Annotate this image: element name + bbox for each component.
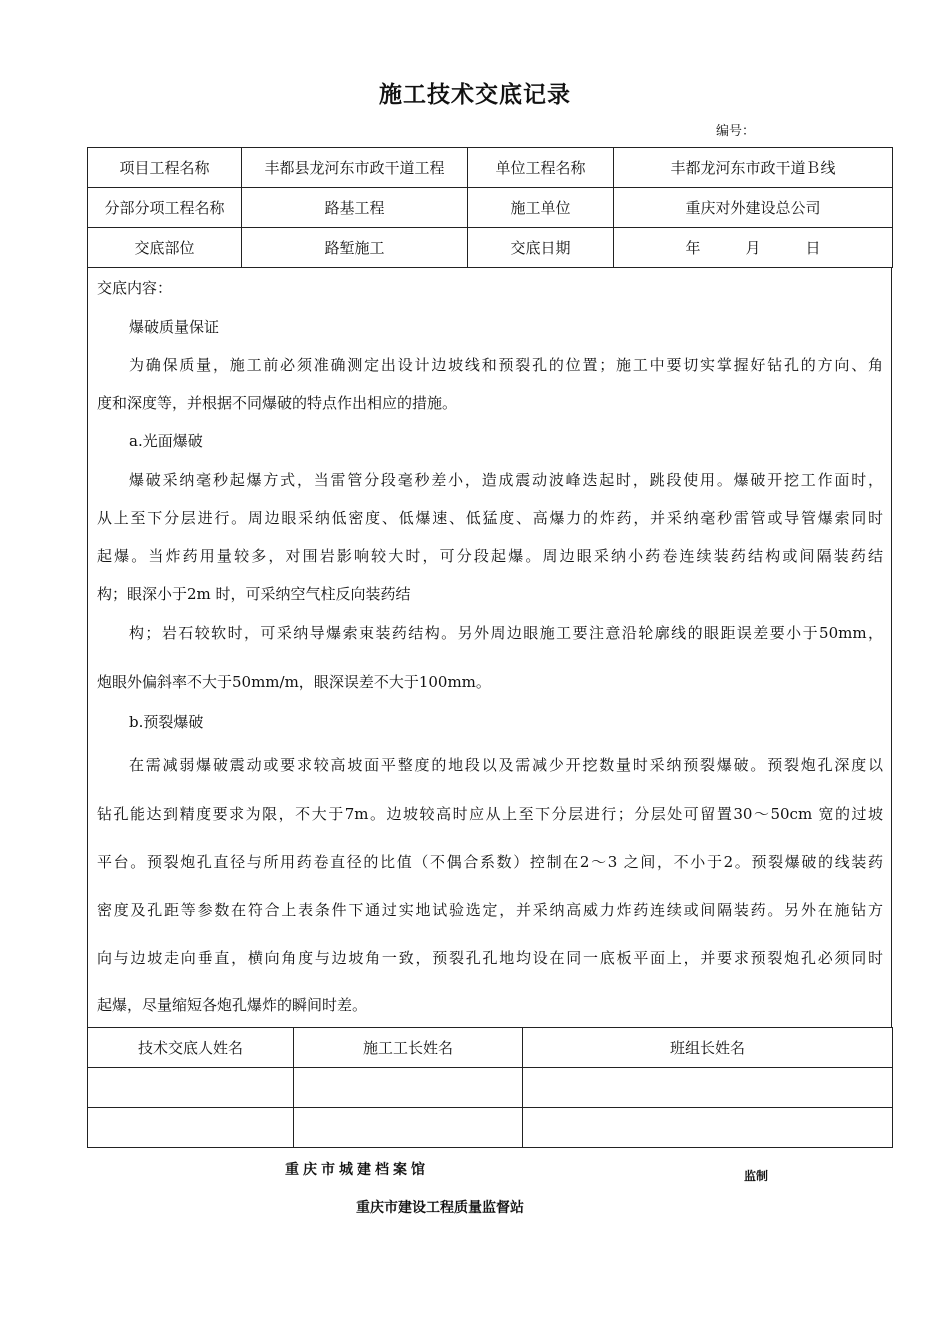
content-line: 构；眼深小于2m 时，可采纳空气柱反向装药结: [97, 585, 411, 603]
signature-cell: [294, 1108, 523, 1148]
unit-project-value: 丰都龙河东市政干道Ｂ线: [614, 148, 893, 188]
handover-content: [87, 267, 892, 1027]
signature-cell: [294, 1068, 523, 1108]
handover-date-label: 交底日期: [468, 228, 614, 268]
signature-cell: [523, 1068, 893, 1108]
content-line: 平台。预裂炮孔直径与所用药卷直径的比值（不偶合系数）控制在2～3 之间，不小于2。预裂爆破的线装药: [97, 853, 883, 871]
contractor-value: 重庆对外建设总公司: [614, 188, 893, 228]
subproject-label: 分部分项工程名称: [88, 188, 242, 228]
content-line: 密度及孔距等参数在符合上表条件下通过实地试验选定，并采纳高威力炸药连续或间隔装药。另外在施钻方: [97, 901, 883, 919]
content-line: 向与边坡走向垂直，横向角度与边坡角一致，预裂孔孔地均设在同一底板平面上，并要求预裂炮孔必须同时: [97, 949, 883, 967]
content-line: 度和深度等，并根据不同爆破的特点作出相应的措施。: [97, 394, 458, 412]
team-leader-name-header: 班组长姓名: [523, 1028, 893, 1068]
table-row: [88, 148, 893, 188]
foreman-name-header: 施工工长姓名: [294, 1028, 523, 1068]
signature-cell: [88, 1068, 294, 1108]
handover-location-value: 路堑施工: [242, 228, 468, 268]
content-subheading: b.预裂爆破: [129, 713, 204, 731]
handover-date-value: 年 月 日: [614, 228, 893, 268]
signature-cell: [88, 1108, 294, 1148]
document-number-label: 编号：: [716, 124, 756, 139]
content-line: 爆破采纳毫秒起爆方式，当雷管分段毫秒差小，造成震动波峰迭起时，跳段使用。爆破开挖工作面时，: [129, 471, 883, 489]
page-title: 施工技术交底记录: [379, 82, 571, 108]
signature-cell: [523, 1108, 893, 1148]
content-line: 起爆。当炸药用量较多，对围岩影响较大时，可分段起爆。周边眼采纳小药卷连续装药结构或间隔装药结: [97, 547, 883, 565]
content-heading: 爆破质量保证: [129, 318, 220, 336]
project-info-table: [87, 147, 893, 268]
handover-location-label: 交底部位: [88, 228, 242, 268]
archive-name: 重庆市城建档案馆: [285, 1162, 429, 1178]
content-subheading: a.光面爆破: [129, 432, 203, 450]
table-row: [88, 1068, 893, 1108]
content-line: 从上至下分层进行。周边眼采纳低密度、低爆速、低猛度、高爆力的炸药，并采纳毫秒雷管或导管爆索同时: [97, 509, 883, 527]
unit-project-label: 单位工程名称: [468, 148, 614, 188]
technical-lead-name-header: 技术交底人姓名: [88, 1028, 294, 1068]
content-label: 交底内容：: [97, 279, 173, 297]
content-line: 炮眼外偏斜率不大于50mm/m，眼深误差不大于100mm。: [97, 673, 491, 691]
table-row: [88, 1028, 893, 1068]
content-line: 起爆，尽量缩短各炮孔爆炸的瞬间时差。: [97, 996, 368, 1014]
supervision-station: 重庆市建设工程质量监督站: [356, 1200, 524, 1216]
content-line: 构；岩石较软时，可采纳导爆索束装药结构。另外周边眼施工要注意沿轮廓线的眼距误差要小于50mm，: [129, 624, 883, 642]
content-line: 为确保质量，施工前必须准确测定出设计边坡线和预裂孔的位置；施工中要切实掌握好钻孔的方向、角: [129, 356, 883, 374]
content-line: 钻孔能达到精度要求为限，不大于7m。边坡较高时应从上至下分层进行；分层处可留置30～50cm 宽的过坡: [97, 805, 883, 823]
project-name-label: 项目工程名称: [88, 148, 242, 188]
table-row: [88, 1108, 893, 1148]
contractor-label: 施工单位: [468, 188, 614, 228]
subproject-value: 路基工程: [242, 188, 468, 228]
table-row: [88, 188, 893, 228]
table-row: [88, 228, 893, 268]
supervise-label: 监制: [744, 1169, 769, 1183]
project-name-value: 丰都县龙河东市政干道工程: [242, 148, 468, 188]
signature-table: [87, 1027, 893, 1148]
content-line: 在需减弱爆破震动或要求较高坡面平整度的地段以及需减少开挖数量时采纳预裂爆破。预裂炮孔深度以: [129, 756, 883, 774]
